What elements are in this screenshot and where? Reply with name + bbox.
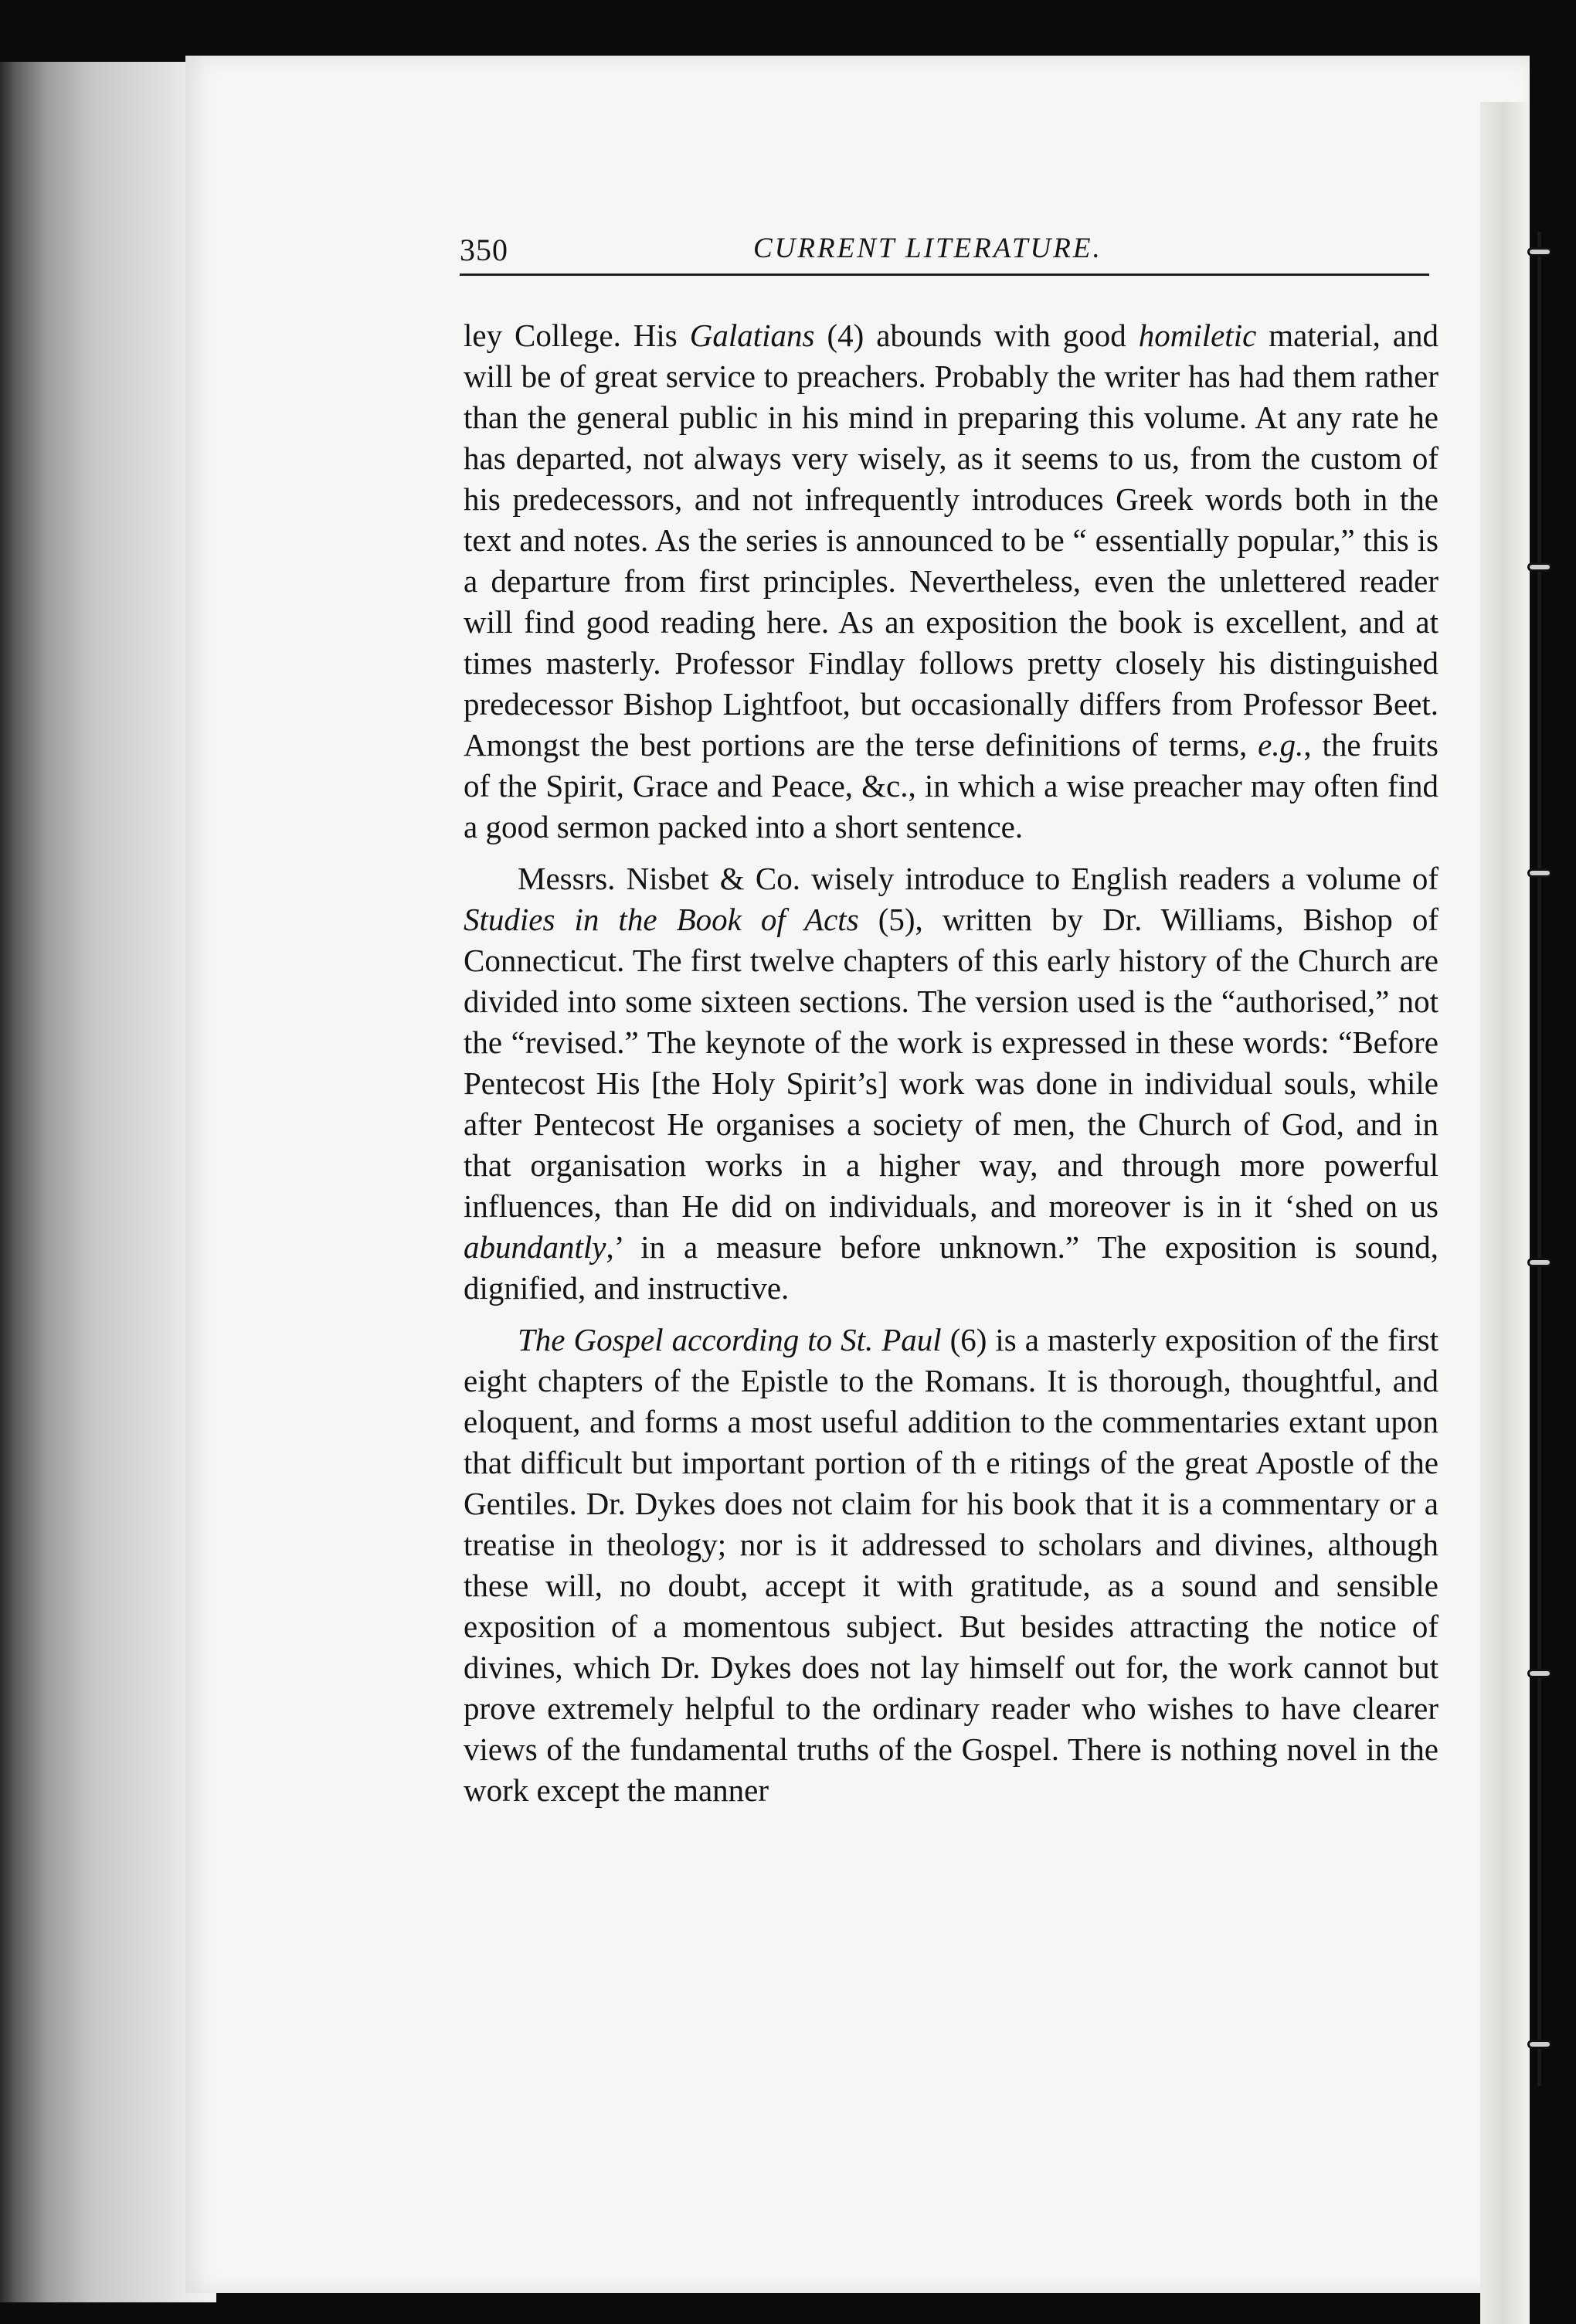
page-number: 350 <box>460 233 508 267</box>
header-rule <box>460 274 1429 276</box>
binding-stitch <box>1527 1669 1552 1678</box>
text-run: (4) abounds with good <box>814 318 1139 353</box>
italic-run: homiletic <box>1138 318 1257 353</box>
italic-run: Galatians <box>689 318 815 353</box>
text-run: material, and will be of great service to preachers. Probably the writer has had them rather than the general public in his mind in preparing this volume. At any rate he has departed, not always very wisely, as it seems to us, from the custom of his predecessors, and not infrequently introduces Greek words both in the text and notes. As the series is announced to be “ essentially popular,” this is a departure from first principles. Nevertheless, even the unlettered reader will find good reading here. As an exposition the book is excellent, and at times masterly. Professor Findlay follows pretty closely his distinguished predecessor Bishop Lightfoot, but occasionally differs from Professor Beet. Amongst the best portions are the terse definitions of terms, <box>464 318 1438 763</box>
page-header <box>460 232 1429 278</box>
italic-run: e.g. <box>1258 727 1304 763</box>
binding-stitch <box>1527 868 1552 878</box>
text-run: Messrs. Nisbet & Co. wisely introduce to English readers a volume of <box>518 861 1438 896</box>
italic-run: abundantly <box>464 1229 606 1265</box>
left-page-edge <box>0 62 216 2302</box>
binding-thread <box>1537 232 1541 2086</box>
page-gutter <box>1480 102 1530 2324</box>
body-text <box>464 315 1438 1822</box>
running-title: CURRENT LITERATURE. <box>753 233 1102 264</box>
binding-stitch <box>1527 1258 1552 1267</box>
binding-stitch <box>1527 562 1552 572</box>
italic-run: Studies in the Book of Acts <box>464 902 859 937</box>
paragraph <box>464 1320 1438 1811</box>
binding-stitch <box>1527 2040 1552 2049</box>
text-run: ley College. His <box>464 318 690 353</box>
italic-run: The Gospel according to St. Paul <box>518 1322 942 1357</box>
text-run: ,’ in a measure before unknown.” The exposition is sound, dignified, and instructive. <box>464 1229 1438 1306</box>
text-run: , the fruits of the Spirit, Grace and Peace, &c., in which a wise preacher may often find a good sermon packed into a short sentence. <box>464 727 1438 844</box>
text-run: (6) is a masterly exposition of the first eight chapters of the Epistle to the Romans. It is thorough, thoughtful, and eloquent, and forms a most useful addition to the commentaries extant upon that difficult but important portion of th e ritings of the great Apostle of the Gentiles. Dr. Dykes does not claim for his book that it is a commentary or a treatise in theology; nor is it addressed to scholars and divines, although these will, no doubt, accept it with gratitude, as a sound and sensible exposition of a momentous subject. But besides attracting the notice of divines, which Dr. Dykes does not lay himself out for, the work cannot but prove extremely helpful to the ordinary reader who wishes to have clearer views of the fundamental truths of the Gospel. There is nothing novel in the work except the manner <box>464 1322 1438 1808</box>
paragraph <box>464 315 1438 848</box>
binding-stitch <box>1527 247 1552 257</box>
text-run: (5), written by Dr. Williams, Bishop of Connecticut. The first twelve chapters of this early history of the Church are divided into some sixteen sections. The version used is the “authorised,” not the “revised.” The keynote of the work is expressed in these words: “Before Pentecost His [the Holy Spirit’s] work was done in individual souls, while after Pentecost He organises a society of men, the Church of God, and in that organisation works in a higher way, and through more powerful influences, than He did on individuals, and moreover is in it ‘shed on us <box>464 902 1438 1224</box>
paragraph <box>464 858 1438 1309</box>
